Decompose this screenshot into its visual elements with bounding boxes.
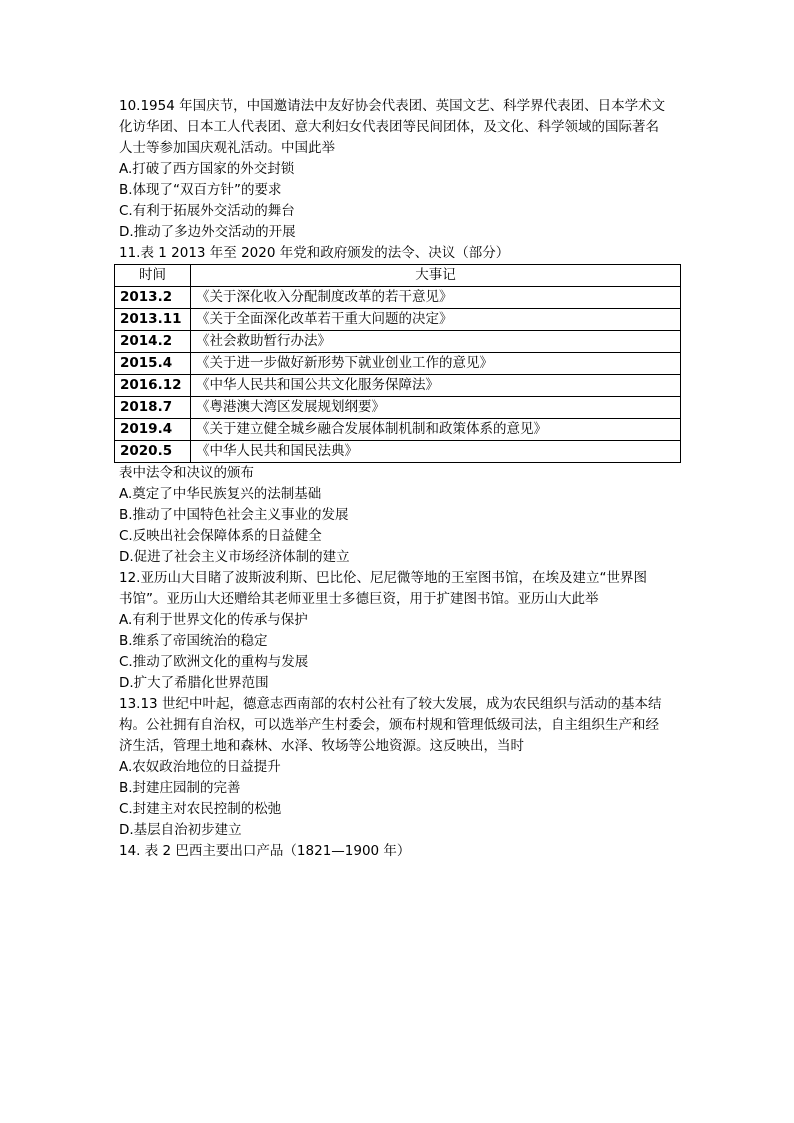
question-12-option-c: C.推动了欧洲文化的重构与发展 [119,654,309,670]
question-11-table [114,264,681,463]
question-11-option-b: B.推动了中国特色社会主义事业的发展 [119,507,349,523]
table-cell-time: 2016.12 [115,375,191,397]
table-cell-event: 《关于深化收入分配制度改革的若干意见》 [191,287,681,309]
table-cell-time: 2013.11 [115,309,191,331]
question-14-caption: 14. 表 2 巴西主要出口产品（1821—1900 年） [119,843,411,859]
question-13-option-c: C.封建主对农民控制的松弛 [119,801,282,817]
question-10-stem-line-1: 10.1954 年国庆节，中国邀请法中友好协会代表团、英国文艺、科学界代表团、日本学术文 [119,98,666,114]
question-13-option-a: A.农奴政治地位的日益提升 [119,759,281,775]
question-12 [119,568,684,694]
question-10 [119,96,684,243]
table-row [115,353,681,375]
question-13-stem-line-3: 济生活，管理土地和森林、水泽、牧场等公地资源。这反映出，当时 [119,738,524,754]
table-cell-event: 《中华人民共和国公共文化服务保障法》 [191,375,681,397]
table-header-row [115,265,681,287]
question-13 [119,694,684,841]
question-10-stem-line-3: 人士等参加国庆观礼活动。中国此举 [119,140,335,156]
question-14 [119,841,684,862]
question-12-stem-line-2: 书馆”。亚历山大还赠给其老师亚里士多德巨资，用于扩建图书馆。亚历山大此举 [119,591,599,607]
table-header-event: 大事记 [191,265,681,287]
question-13-option-b: B.封建庄园制的完善 [119,780,241,796]
question-10-option-a: A.打破了西方国家的外交封锁 [119,161,295,177]
question-11-option-c: C.反映出社会保障体系的日益健全 [119,528,322,544]
question-10-option-c: C.有利于拓展外交活动的舞台 [119,203,295,219]
table-cell-event: 《中华人民共和国民法典》 [191,441,681,463]
question-10-stem-line-2: 化访华团、日本工人代表团、意大利妇女代表团等民间团体，及文化、科学领域的国际著名 [119,119,659,135]
question-12-stem-line-1: 12.亚历山大目睹了波斯波利斯、巴比伦、尼尼微等地的王室图书馆，在埃及建立“世界图 [119,570,647,586]
table-row [115,375,681,397]
table-header-time: 时间 [115,265,191,287]
table-cell-event: 《粤港澳大湾区发展规划纲要》 [191,397,681,419]
question-12-option-a: A.有利于世界文化的传承与保护 [119,612,308,628]
question-11-stem: 表中法令和决议的颁布 [119,465,254,481]
question-10-option-d: D.推动了多边外交活动的开展 [119,224,296,240]
table-row [115,441,681,463]
table-cell-event: 《关于进一步做好新形势下就业创业工作的意见》 [191,353,681,375]
question-11 [119,243,684,568]
question-13-stem-line-2: 构。公社拥有自治权，可以选举产生村委会，颁布村规和管理低级司法，自主组织生产和经 [119,717,659,733]
question-11-caption: 11.表 1 2013 年至 2020 年党和政府颁发的法令、决议（部分） [119,245,510,261]
table-row [115,287,681,309]
question-13-stem-line-1: 13.13 世纪中叶起，德意志西南部的农村公社有了较大发展，成为农民组织与活动的基本结 [119,696,662,712]
exam-page [119,96,684,862]
question-11-option-a: A.奠定了中华民族复兴的法制基础 [119,486,322,502]
table-cell-event: 《关于全面深化改革若干重大问题的决定》 [191,309,681,331]
question-13-option-d: D.基层自治初步建立 [119,822,242,838]
table-cell-event: 《关于建立健全城乡融合发展体制机制和政策体系的意见》 [191,419,681,441]
table-cell-time: 2019.4 [115,419,191,441]
question-12-option-b: B.维系了帝国统治的稳定 [119,633,268,649]
question-10-option-b: B.体现了“双百方针”的要求 [119,182,282,198]
table-cell-time: 2013.2 [115,287,191,309]
table-cell-time: 2018.7 [115,397,191,419]
question-12-option-d: D.扩大了希腊化世界范围 [119,675,269,691]
table-cell-time: 2020.5 [115,441,191,463]
table-cell-time: 2015.4 [115,353,191,375]
question-11-option-d: D.促进了社会主义市场经济体制的建立 [119,549,350,565]
table-row [115,397,681,419]
table-row [115,419,681,441]
table-row [115,331,681,353]
table-cell-time: 2014.2 [115,331,191,353]
table-row [115,309,681,331]
table-cell-event: 《社会救助暂行办法》 [191,331,681,353]
